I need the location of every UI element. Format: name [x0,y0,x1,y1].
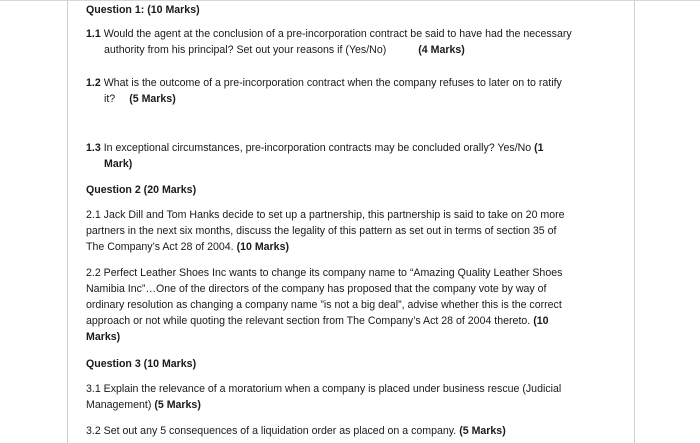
item-text-line: approach or not while quoting the relevant section from The Company’s Act 28 of 2004 thereto. [86,315,531,327]
marks-label: (5 Marks) [154,399,201,411]
question-2-heading: Question 2 (20 Marks) [86,184,197,196]
item-text-line-indented [86,91,616,107]
marks-label: (5 Marks) [129,93,176,105]
question-1-2 [86,75,616,107]
top-divider [0,0,700,1]
item-text-line: ordinary resolution as changing a company name ”is not a big deal”, advise whether this is the correct [86,299,562,311]
item-text-line: authority from his principal? Set out your reasons if (Yes/No) [104,44,387,56]
item-text-line: partners in the next six months, discuss the legality of this pattern as set out in terms of section 35 of [86,225,557,237]
item-number: 1.2 [86,77,101,89]
question-1-3 [86,140,616,172]
item-text-line: What is the outcome of a pre-incorporation contract when the company refuses to later on to ratify [103,77,562,89]
question-3-2 [86,423,616,439]
question-1-heading: Question 1: (10 Marks) [86,4,200,16]
item-text-line: The Company’s Act 28 of 2004. [86,241,234,253]
left-page-border [67,0,68,443]
item-number: 1.1 [86,28,101,40]
item-text-line: 3.2 Set out any 5 consequences of a liquidation order as placed on a company. [86,425,457,437]
marks-label-continued: Marks) [86,331,121,343]
question-2-2 [86,265,616,345]
question-3-heading: Question 3 (10 Marks) [86,358,197,370]
marks-label: (1 [534,142,544,154]
item-text-line: In exceptional circumstances, pre-incorporation contracts may be concluded orally? Yes/No [103,142,532,154]
item-text-line: 2.2 Perfect Leather Shoes Inc wants to change its company name to “Amazing Quality Leather Shoes [86,267,563,279]
item-text-line: 3.1 Explain the relevance of a moratorium when a company is placed under business rescue (Judicial [86,383,562,395]
item-text-line: 2.1 Jack Dill and Tom Hanks decide to set up a partnership, this partnership is said to take on 20 more [86,209,565,221]
question-2-1 [86,207,616,255]
item-number: 1.3 [86,142,101,154]
question-3-1 [86,381,616,413]
marks-label: (10 [533,315,549,327]
marks-label: (5 Marks) [459,425,506,437]
question-1-1 [86,26,616,58]
item-text-line: Would the agent at the conclusion of a pre-incorporation contract be said to have had the necessary [103,28,572,40]
marks-label-continued: Mark) [104,158,133,170]
item-text-line: Namibia Inc”…One of the directors of the company has proposed that the company vote by way of [86,283,547,295]
item-text-line: it? [104,93,116,105]
item-text-line: Management) [86,399,152,411]
right-page-border [634,0,635,443]
marks-label: (4 Marks) [418,44,465,56]
item-text-line-indented [86,42,616,58]
marks-label: (10 Marks) [236,241,289,253]
